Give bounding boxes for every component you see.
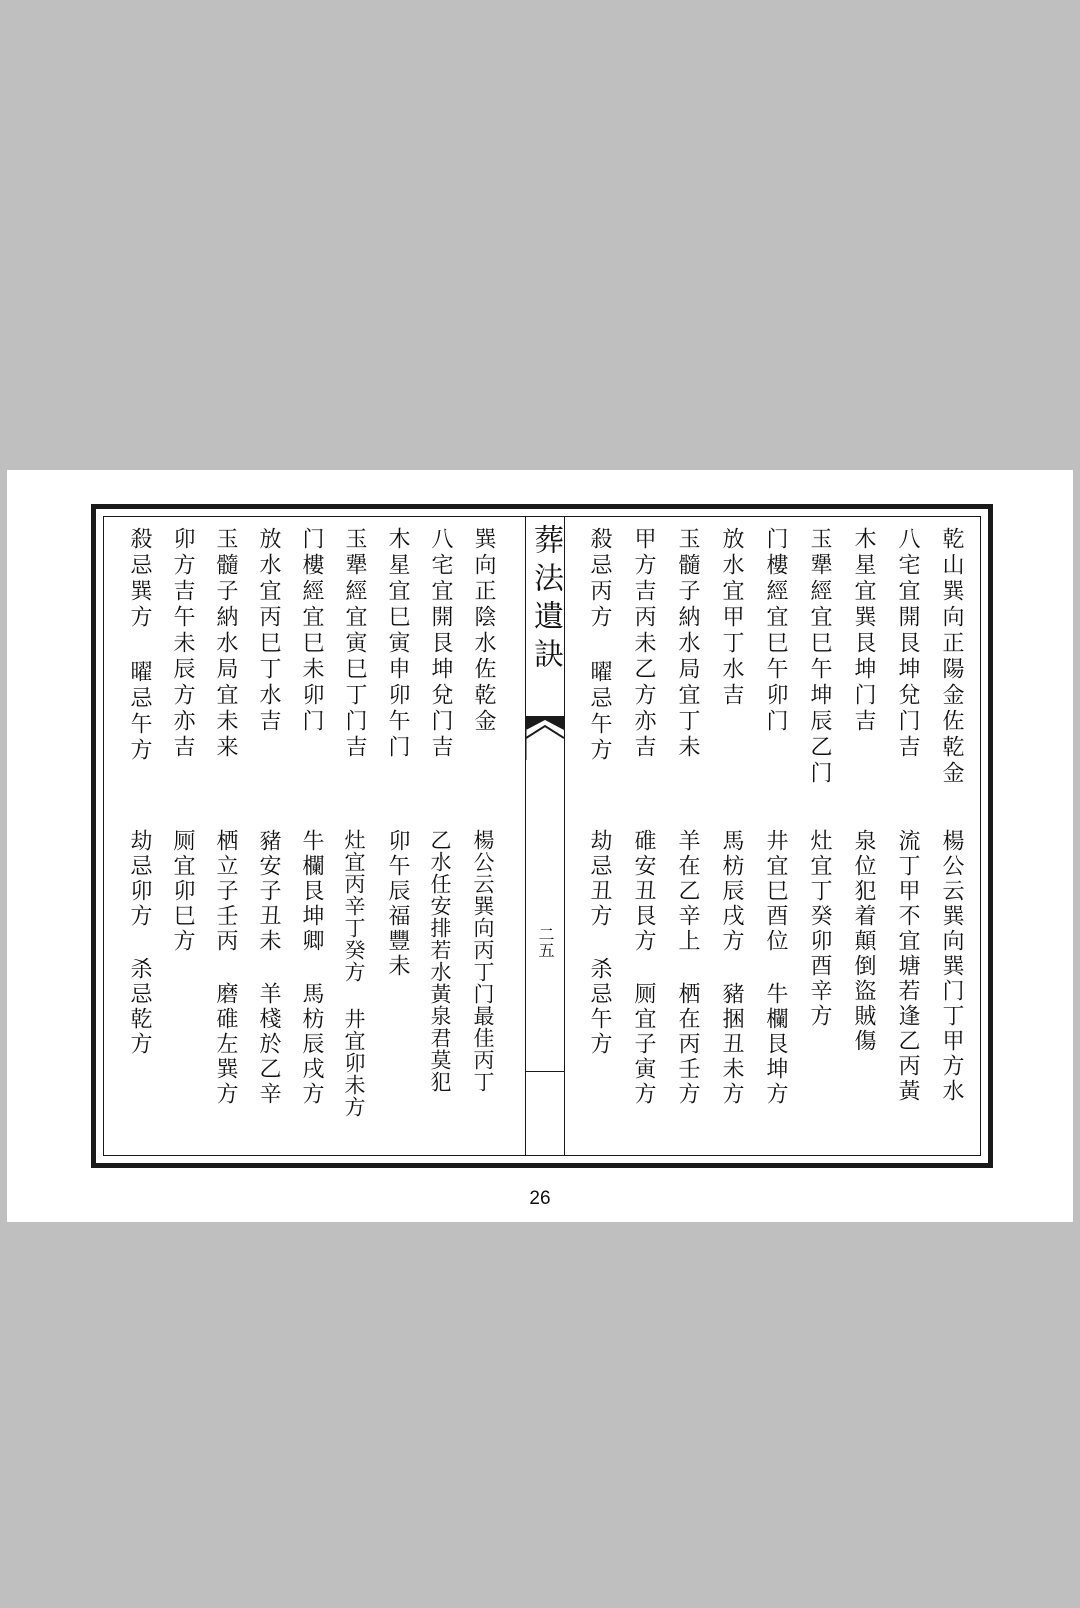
text-column-top: 八宅宜開艮坤兌门吉 [428, 527, 453, 761]
text-column-bottom: 碓安丑艮方 厕宜子寅方 [631, 829, 656, 1107]
folio-number: 二五 [536, 926, 555, 958]
text-column-bottom: 厕宜卯巳方 [170, 829, 195, 954]
text-column-top: 八宅宜開艮坤兌门吉 [895, 527, 920, 761]
gutter-divider [526, 1071, 564, 1072]
text-column-top: 玉犟經宜巳午坤辰乙门 [807, 527, 832, 787]
text-column-top: 殺忌巽方 曜忌午方 [127, 527, 152, 764]
text-column-bottom: 泉位犯着顛倒盜賊傷 [851, 829, 876, 1054]
inner-border [103, 516, 981, 1156]
text-column-top: 木星宜巳寅申卯午门 [385, 527, 410, 761]
text-column-bottom: 灶宜丁癸卯酉辛方 [807, 829, 832, 1029]
text-column-top: 殺忌丙方 曜忌午方 [587, 527, 612, 764]
text-column-bottom: 井宜巳酉位 牛欄艮坤方 [763, 829, 788, 1107]
text-column-bottom: 楊公云巽向巽门丁甲方水 [939, 829, 964, 1104]
gutter-title: 葬法遺訣 [528, 524, 563, 676]
text-column-top: 卯方吉午未辰方亦吉 [170, 527, 195, 761]
text-column-top: 乾山巽向正陽金佐乾金 [939, 527, 964, 787]
text-column-bottom: 劫忌卯方 杀忌乾方 [127, 829, 152, 1057]
center-gutter [525, 516, 565, 1156]
text-column-top: 巽向正陰水佐乾金 [471, 527, 496, 735]
text-column-bottom: 卯午辰福豐未 [385, 829, 410, 979]
text-column-bottom: 楊公云巽向丙丁门最佳丙丁 [471, 829, 495, 1093]
page-number: 26 [529, 1188, 551, 1209]
text-column-bottom: 流丁甲不宜塘若逢乙丙黃 [895, 829, 920, 1104]
text-column-top: 门樓經宜巳未卯门 [299, 527, 324, 735]
text-column-top: 放水宜甲丁水吉 [719, 527, 744, 709]
text-column-bottom: 栖立子壬丙 磨碓左巽方 [213, 829, 238, 1107]
text-column-top: 放水宜丙巳丁水吉 [256, 527, 281, 735]
text-column-top: 玉犟經宜寅巳丁门吉 [342, 527, 367, 761]
text-column-bottom: 乙水任安排若水黃泉君莫犯 [428, 829, 452, 1093]
text-column-top: 木星宜巽艮坤门吉 [851, 527, 876, 735]
text-column-top: 玉髓子納水局宜未来 [213, 527, 238, 761]
text-column-bottom: 灶宜丙辛丁癸方 井宜卯未方 [342, 829, 366, 1118]
page-sheet [7, 470, 1073, 1222]
text-column-bottom: 馬枋辰戌方 豬捆丑未方 [719, 829, 744, 1107]
text-column-top: 玉髓子納水局宜丁未 [675, 527, 700, 761]
fish-tail-ornament [526, 716, 564, 760]
text-column-bottom: 劫忌丑方 杀忌午方 [587, 829, 612, 1057]
text-column-bottom: 豬安子丑未 羊棧於乙辛 [256, 829, 281, 1107]
page-border-frame [91, 504, 993, 1168]
text-column-top: 甲方吉丙未乙方亦吉 [631, 527, 656, 761]
text-column-bottom: 羊在乙辛上 栖在丙壬方 [675, 829, 700, 1107]
text-column-top: 门樓經宜巳午卯门 [763, 527, 788, 735]
text-column-bottom: 牛欄艮坤卿 馬枋辰戌方 [299, 829, 324, 1107]
